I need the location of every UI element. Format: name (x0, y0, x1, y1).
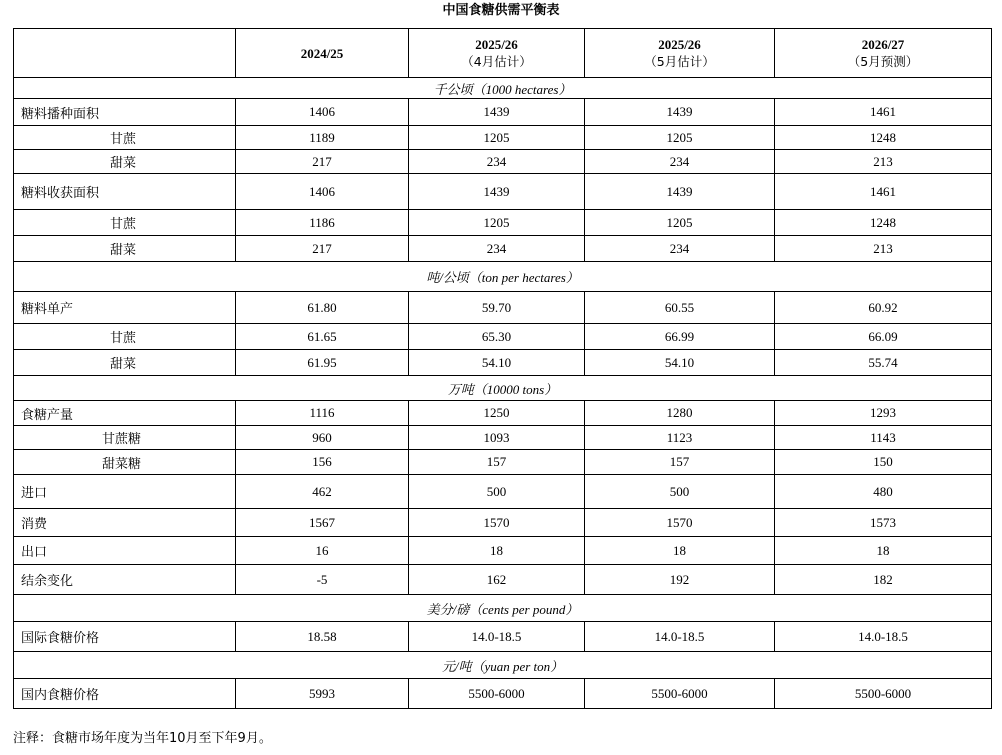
table-cell: 1143 (775, 426, 992, 450)
unit-intl-price: 美分/磅（cents per pound） (14, 595, 992, 622)
table-cell: 1461 (775, 174, 992, 210)
unit-dom-price: 元/吨（yuan per ton） (14, 652, 992, 679)
row-label: 甘蔗糖 (14, 426, 236, 450)
row-label: 食糖产量 (14, 401, 236, 426)
unit-volume: 万吨（10000 tons） (14, 376, 992, 401)
row-label: 国际食糖价格 (14, 622, 236, 652)
row-label: 消费 (14, 509, 236, 537)
table-cell: 1205 (409, 210, 585, 236)
row-label: 甘蔗 (14, 126, 236, 150)
table-row (14, 537, 992, 565)
unit-row (14, 262, 992, 292)
table-cell: 234 (585, 150, 775, 174)
table-cell: 213 (775, 150, 992, 174)
table-row (14, 99, 992, 126)
table-cell: 59.70 (409, 292, 585, 324)
table-cell: 234 (409, 236, 585, 262)
row-label: 糖料收获面积 (14, 174, 236, 210)
table-cell: 1186 (236, 210, 409, 236)
row-label: 甘蔗 (14, 210, 236, 236)
table-row (14, 426, 992, 450)
table-row (14, 509, 992, 537)
unit-row (14, 595, 992, 622)
table-cell: 1439 (409, 99, 585, 126)
row-label: 糖料单产 (14, 292, 236, 324)
table-cell: 1406 (236, 174, 409, 210)
table-cell: 5500-6000 (775, 679, 992, 709)
sugar-balance-table (13, 28, 992, 709)
table-row (14, 210, 992, 236)
table-row (14, 450, 992, 475)
table-cell: 1123 (585, 426, 775, 450)
table-row (14, 679, 992, 709)
table-cell: 217 (236, 236, 409, 262)
table-cell: 213 (775, 236, 992, 262)
table-cell: 5993 (236, 679, 409, 709)
table-cell: 1205 (585, 126, 775, 150)
table-cell: 18 (775, 537, 992, 565)
header-row (14, 29, 992, 78)
table-cell: 14.0-18.5 (775, 622, 992, 652)
table-cell: 192 (585, 565, 775, 595)
table-cell: 1439 (409, 174, 585, 210)
table-cell: -5 (236, 565, 409, 595)
table-cell: 1189 (236, 126, 409, 150)
row-label: 国内食糖价格 (14, 679, 236, 709)
table-row (14, 174, 992, 210)
row-label: 出口 (14, 537, 236, 565)
column-header: 2025/26 （5月估计） (585, 29, 775, 78)
table-cell: 960 (236, 426, 409, 450)
table-row (14, 150, 992, 174)
unit-area: 千公顷（1000 hectares） (14, 78, 992, 99)
table-cell: 500 (585, 475, 775, 509)
row-label: 结余变化 (14, 565, 236, 595)
table-cell: 54.10 (585, 350, 775, 376)
row-label: 进口 (14, 475, 236, 509)
table-cell: 182 (775, 565, 992, 595)
table-cell: 18 (409, 537, 585, 565)
table-cell: 66.09 (775, 324, 992, 350)
table-cell: 234 (409, 150, 585, 174)
column-header: 2024/25 (236, 29, 409, 78)
table-cell: 1570 (409, 509, 585, 537)
table-cell: 157 (409, 450, 585, 475)
unit-row (14, 376, 992, 401)
table-cell: 65.30 (409, 324, 585, 350)
unit-row (14, 78, 992, 99)
table-cell: 157 (585, 450, 775, 475)
row-label: 甘蔗 (14, 324, 236, 350)
table-cell: 156 (236, 450, 409, 475)
table-cell: 61.65 (236, 324, 409, 350)
table-cell: 5500-6000 (409, 679, 585, 709)
table-cell: 14.0-18.5 (585, 622, 775, 652)
table-cell: 1116 (236, 401, 409, 426)
table-cell: 1248 (775, 210, 992, 236)
table-cell: 1280 (585, 401, 775, 426)
table-cell: 1439 (585, 174, 775, 210)
table-cell: 61.80 (236, 292, 409, 324)
table-cell: 1293 (775, 401, 992, 426)
table-row (14, 401, 992, 426)
table-cell: 462 (236, 475, 409, 509)
table-cell: 1439 (585, 99, 775, 126)
table-cell: 60.55 (585, 292, 775, 324)
table-cell: 1461 (775, 99, 992, 126)
table-row (14, 350, 992, 376)
column-header: 2026/27 （5月预测） (775, 29, 992, 78)
table-row (14, 475, 992, 509)
table-cell: 14.0-18.5 (409, 622, 585, 652)
table-cell: 162 (409, 565, 585, 595)
table-cell: 150 (775, 450, 992, 475)
table-cell: 1093 (409, 426, 585, 450)
table-cell: 60.92 (775, 292, 992, 324)
table-cell: 234 (585, 236, 775, 262)
row-label: 甜菜糖 (14, 450, 236, 475)
unit-yield: 吨/公顷（ton per hectares） (14, 262, 992, 292)
table-cell: 18.58 (236, 622, 409, 652)
footnote: 注释：食糖市场年度为当年10月至下年9月。 (13, 731, 272, 746)
table-row (14, 565, 992, 595)
row-label: 糖料播种面积 (14, 99, 236, 126)
table-title: 中国食糖供需平衡表 (442, 3, 560, 18)
table-row (14, 126, 992, 150)
table-cell: 500 (409, 475, 585, 509)
table-cell: 480 (775, 475, 992, 509)
table-cell: 5500-6000 (585, 679, 775, 709)
table-cell: 1248 (775, 126, 992, 150)
table-cell: 16 (236, 537, 409, 565)
table-cell: 217 (236, 150, 409, 174)
row-label: 甜菜 (14, 236, 236, 262)
row-label: 甜菜 (14, 350, 236, 376)
column-header: 2025/26 （4月估计） (409, 29, 585, 78)
table-cell: 1205 (585, 210, 775, 236)
table-row (14, 324, 992, 350)
table-cell: 1205 (409, 126, 585, 150)
table-row (14, 292, 992, 324)
table-row (14, 622, 992, 652)
table-cell: 55.74 (775, 350, 992, 376)
table-cell: 1567 (236, 509, 409, 537)
table-cell: 1406 (236, 99, 409, 126)
table-cell: 18 (585, 537, 775, 565)
table-cell: 54.10 (409, 350, 585, 376)
table-cell: 61.95 (236, 350, 409, 376)
unit-row (14, 652, 992, 679)
table-cell: 1250 (409, 401, 585, 426)
table-cell: 1573 (775, 509, 992, 537)
header-blank-cell (14, 29, 236, 78)
table-row (14, 236, 992, 262)
table-cell: 66.99 (585, 324, 775, 350)
row-label: 甜菜 (14, 150, 236, 174)
table-cell: 1570 (585, 509, 775, 537)
